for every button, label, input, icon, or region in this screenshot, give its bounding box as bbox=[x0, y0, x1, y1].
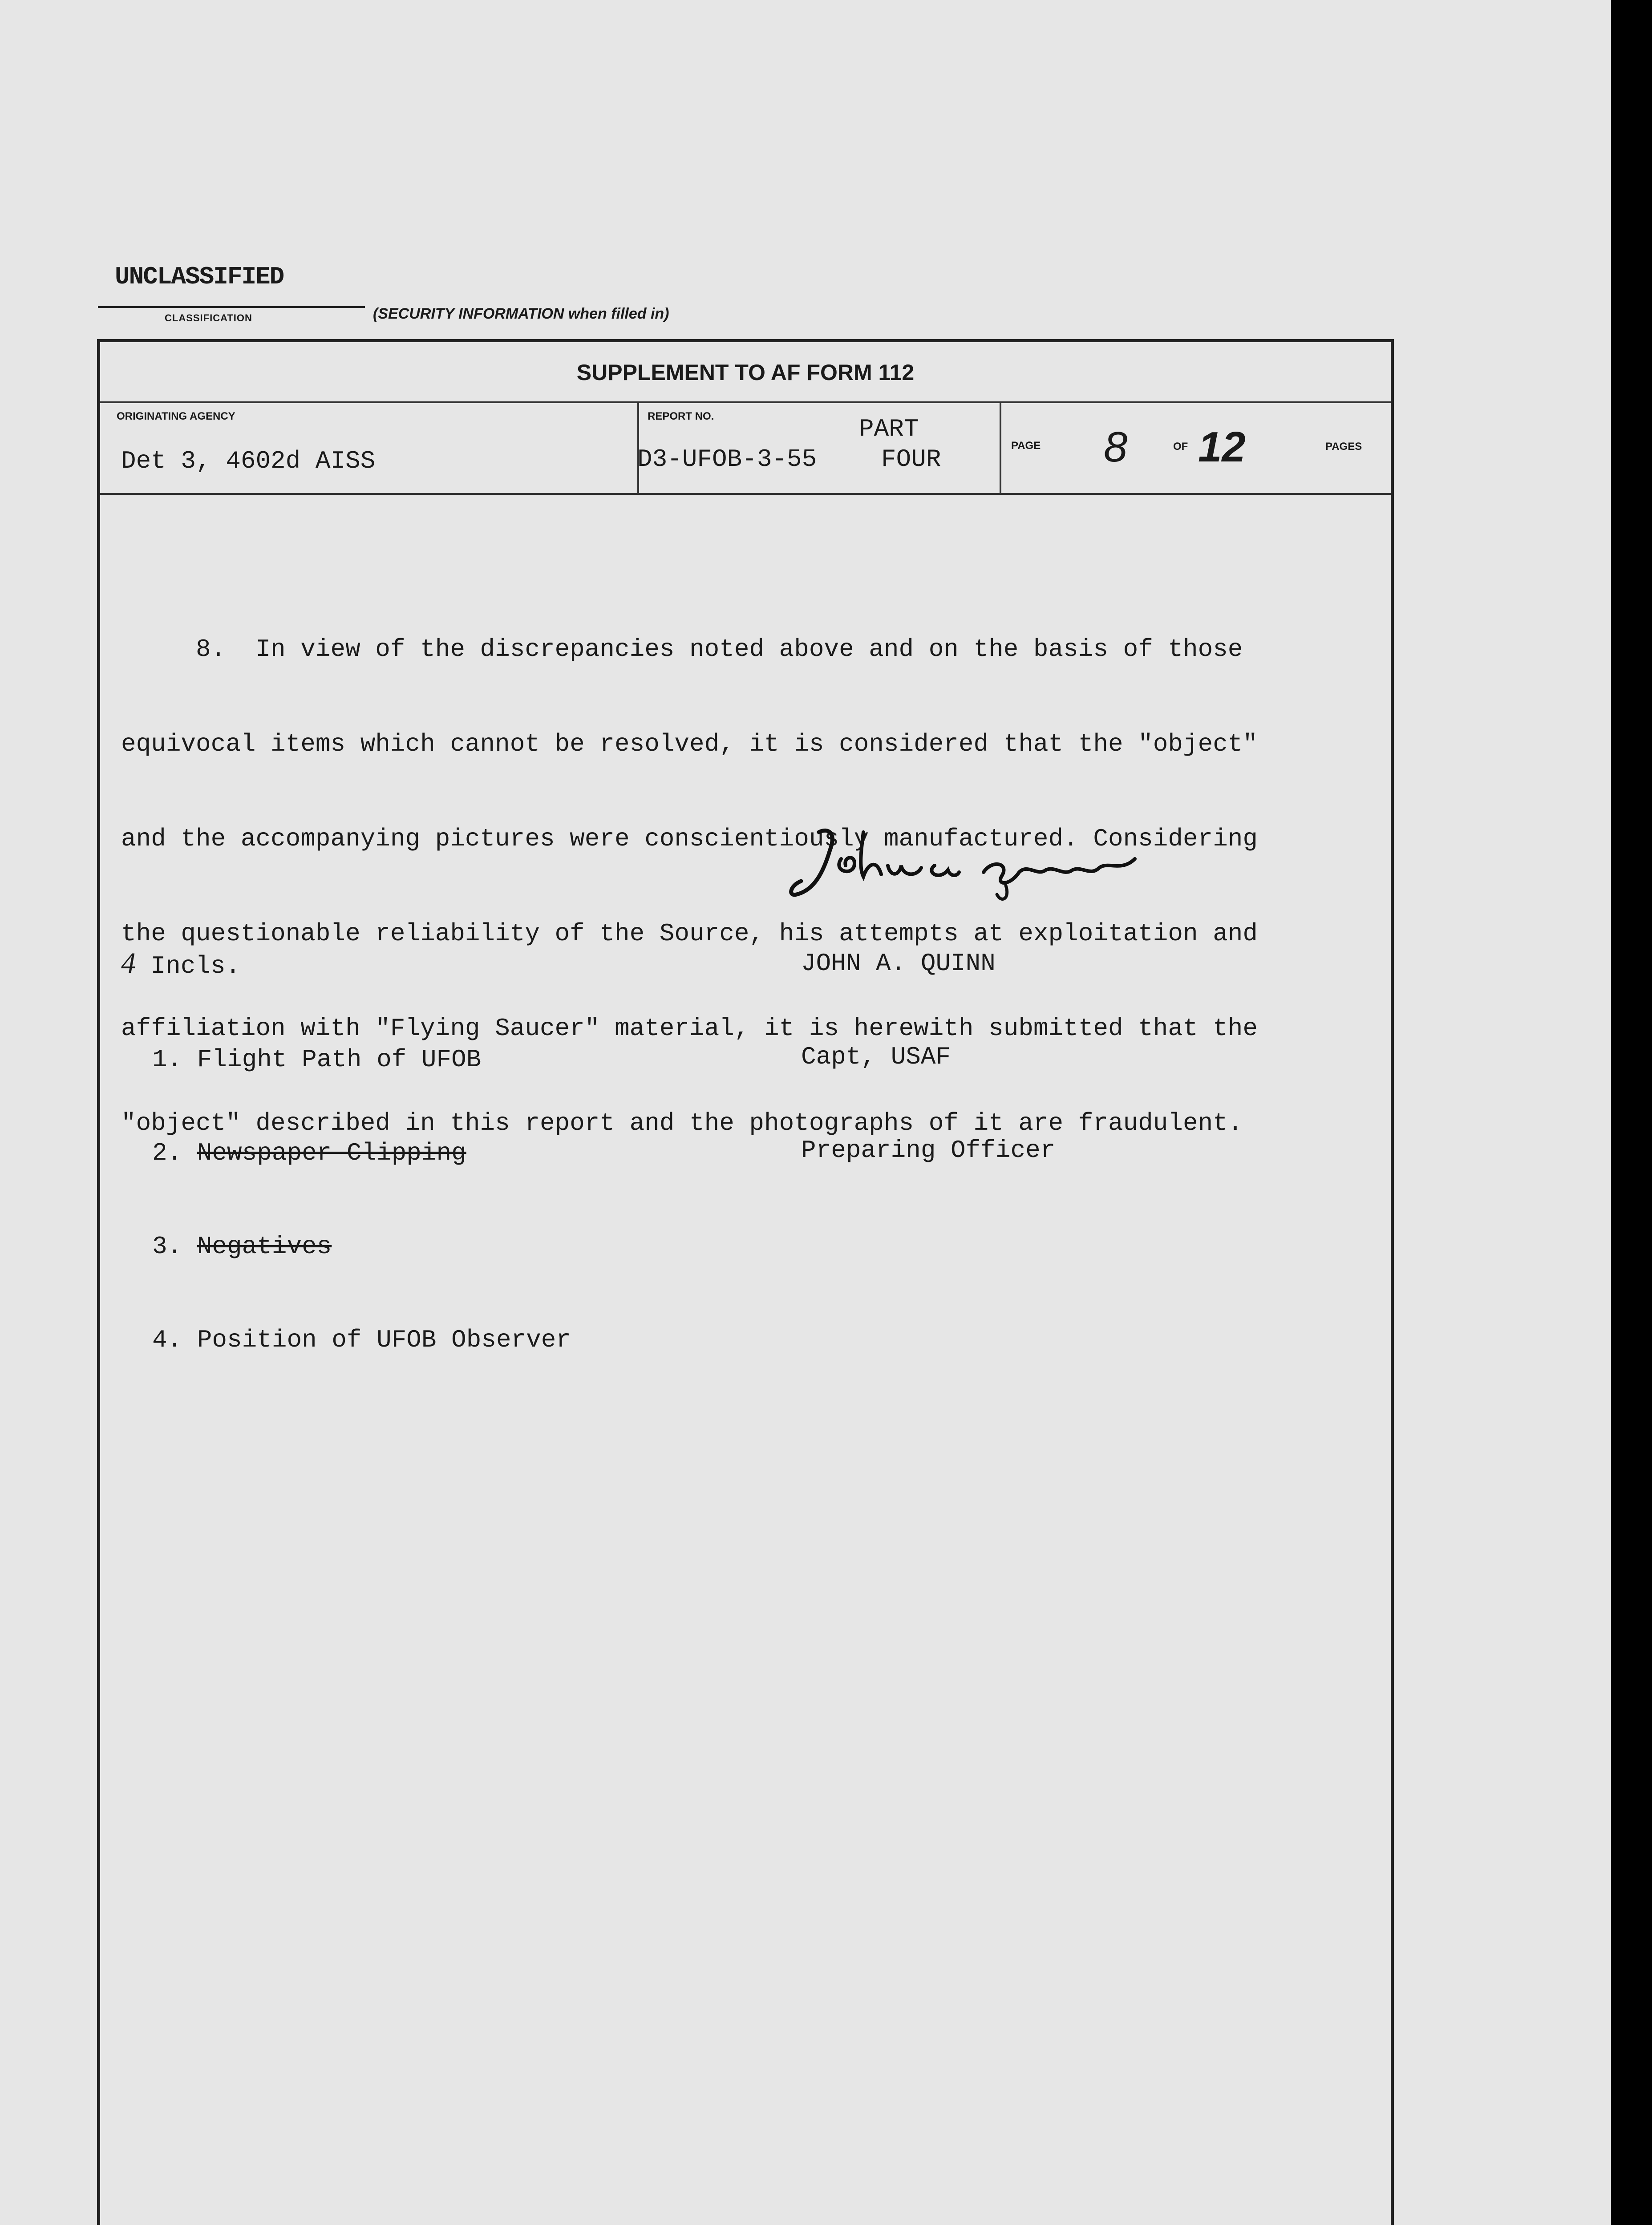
originating-agency-label: ORIGINATING AGENCY bbox=[117, 410, 235, 422]
pages-label: PAGES bbox=[1325, 441, 1362, 453]
report-no-value: D3-UFOB-3-55 bbox=[637, 445, 817, 473]
enclosures-heading: 4 Incls. bbox=[121, 947, 241, 980]
enclosure-count: 4 bbox=[121, 947, 136, 979]
enclosure-item: 3. Negatives bbox=[152, 1232, 332, 1261]
page-value: 8 bbox=[1104, 423, 1128, 471]
part-label: PART bbox=[859, 415, 919, 443]
body-line: and the accompanying pictures were conscientiously manufactured. Considering bbox=[121, 825, 1258, 853]
enclosure-item: 4. Position of UFOB Observer bbox=[152, 1326, 571, 1354]
page-total: 12 bbox=[1198, 423, 1246, 471]
enclosure-item: 1. Flight Path of UFOB bbox=[152, 1045, 482, 1074]
header-top-rule bbox=[100, 401, 1391, 403]
enclosure-item: 2. Newspaper Clipping bbox=[152, 1139, 466, 1167]
signer-name: JOHN A. QUINN bbox=[801, 949, 996, 978]
originating-agency-value: Det 3, 4602d AISS bbox=[121, 447, 376, 475]
body-line: affiliation with "Flying Saucer" material, it is herewith submitted that the bbox=[121, 1014, 1258, 1043]
signer-title: Preparing Officer bbox=[801, 1136, 1056, 1165]
classification-top: UNCLASSIFIED bbox=[115, 263, 284, 291]
body-line: the questionable reliability of the Source, his attempts at exploitation and bbox=[121, 919, 1258, 948]
classification-underline bbox=[98, 306, 365, 308]
enclosures bbox=[121, 886, 571, 1418]
header-divider-2 bbox=[1000, 401, 1001, 493]
part-value: FOUR bbox=[881, 445, 941, 473]
form-title: SUPPLEMENT TO AF FORM 112 bbox=[576, 360, 915, 385]
body-line: equivocal items which cannot be resolved, it is considered that the "object" bbox=[121, 730, 1258, 758]
report-no-label: REPORT NO. bbox=[648, 410, 714, 422]
classification-label: CLASSIFICATION bbox=[165, 312, 252, 324]
signer-rank: Capt, USAF bbox=[801, 1043, 951, 1071]
body-line: "object" described in this report and the photographs of it are fraudulent. bbox=[121, 1109, 1243, 1137]
page-label: PAGE bbox=[1011, 440, 1041, 452]
security-info-top: (SECURITY INFORMATION when filled in) bbox=[373, 305, 669, 322]
signature-block bbox=[801, 886, 1055, 1228]
of-label: OF bbox=[1173, 441, 1188, 453]
body-line: 8. In view of the discrepancies noted above and on the basis of those bbox=[121, 635, 1243, 663]
header-bottom-rule bbox=[100, 493, 1391, 495]
